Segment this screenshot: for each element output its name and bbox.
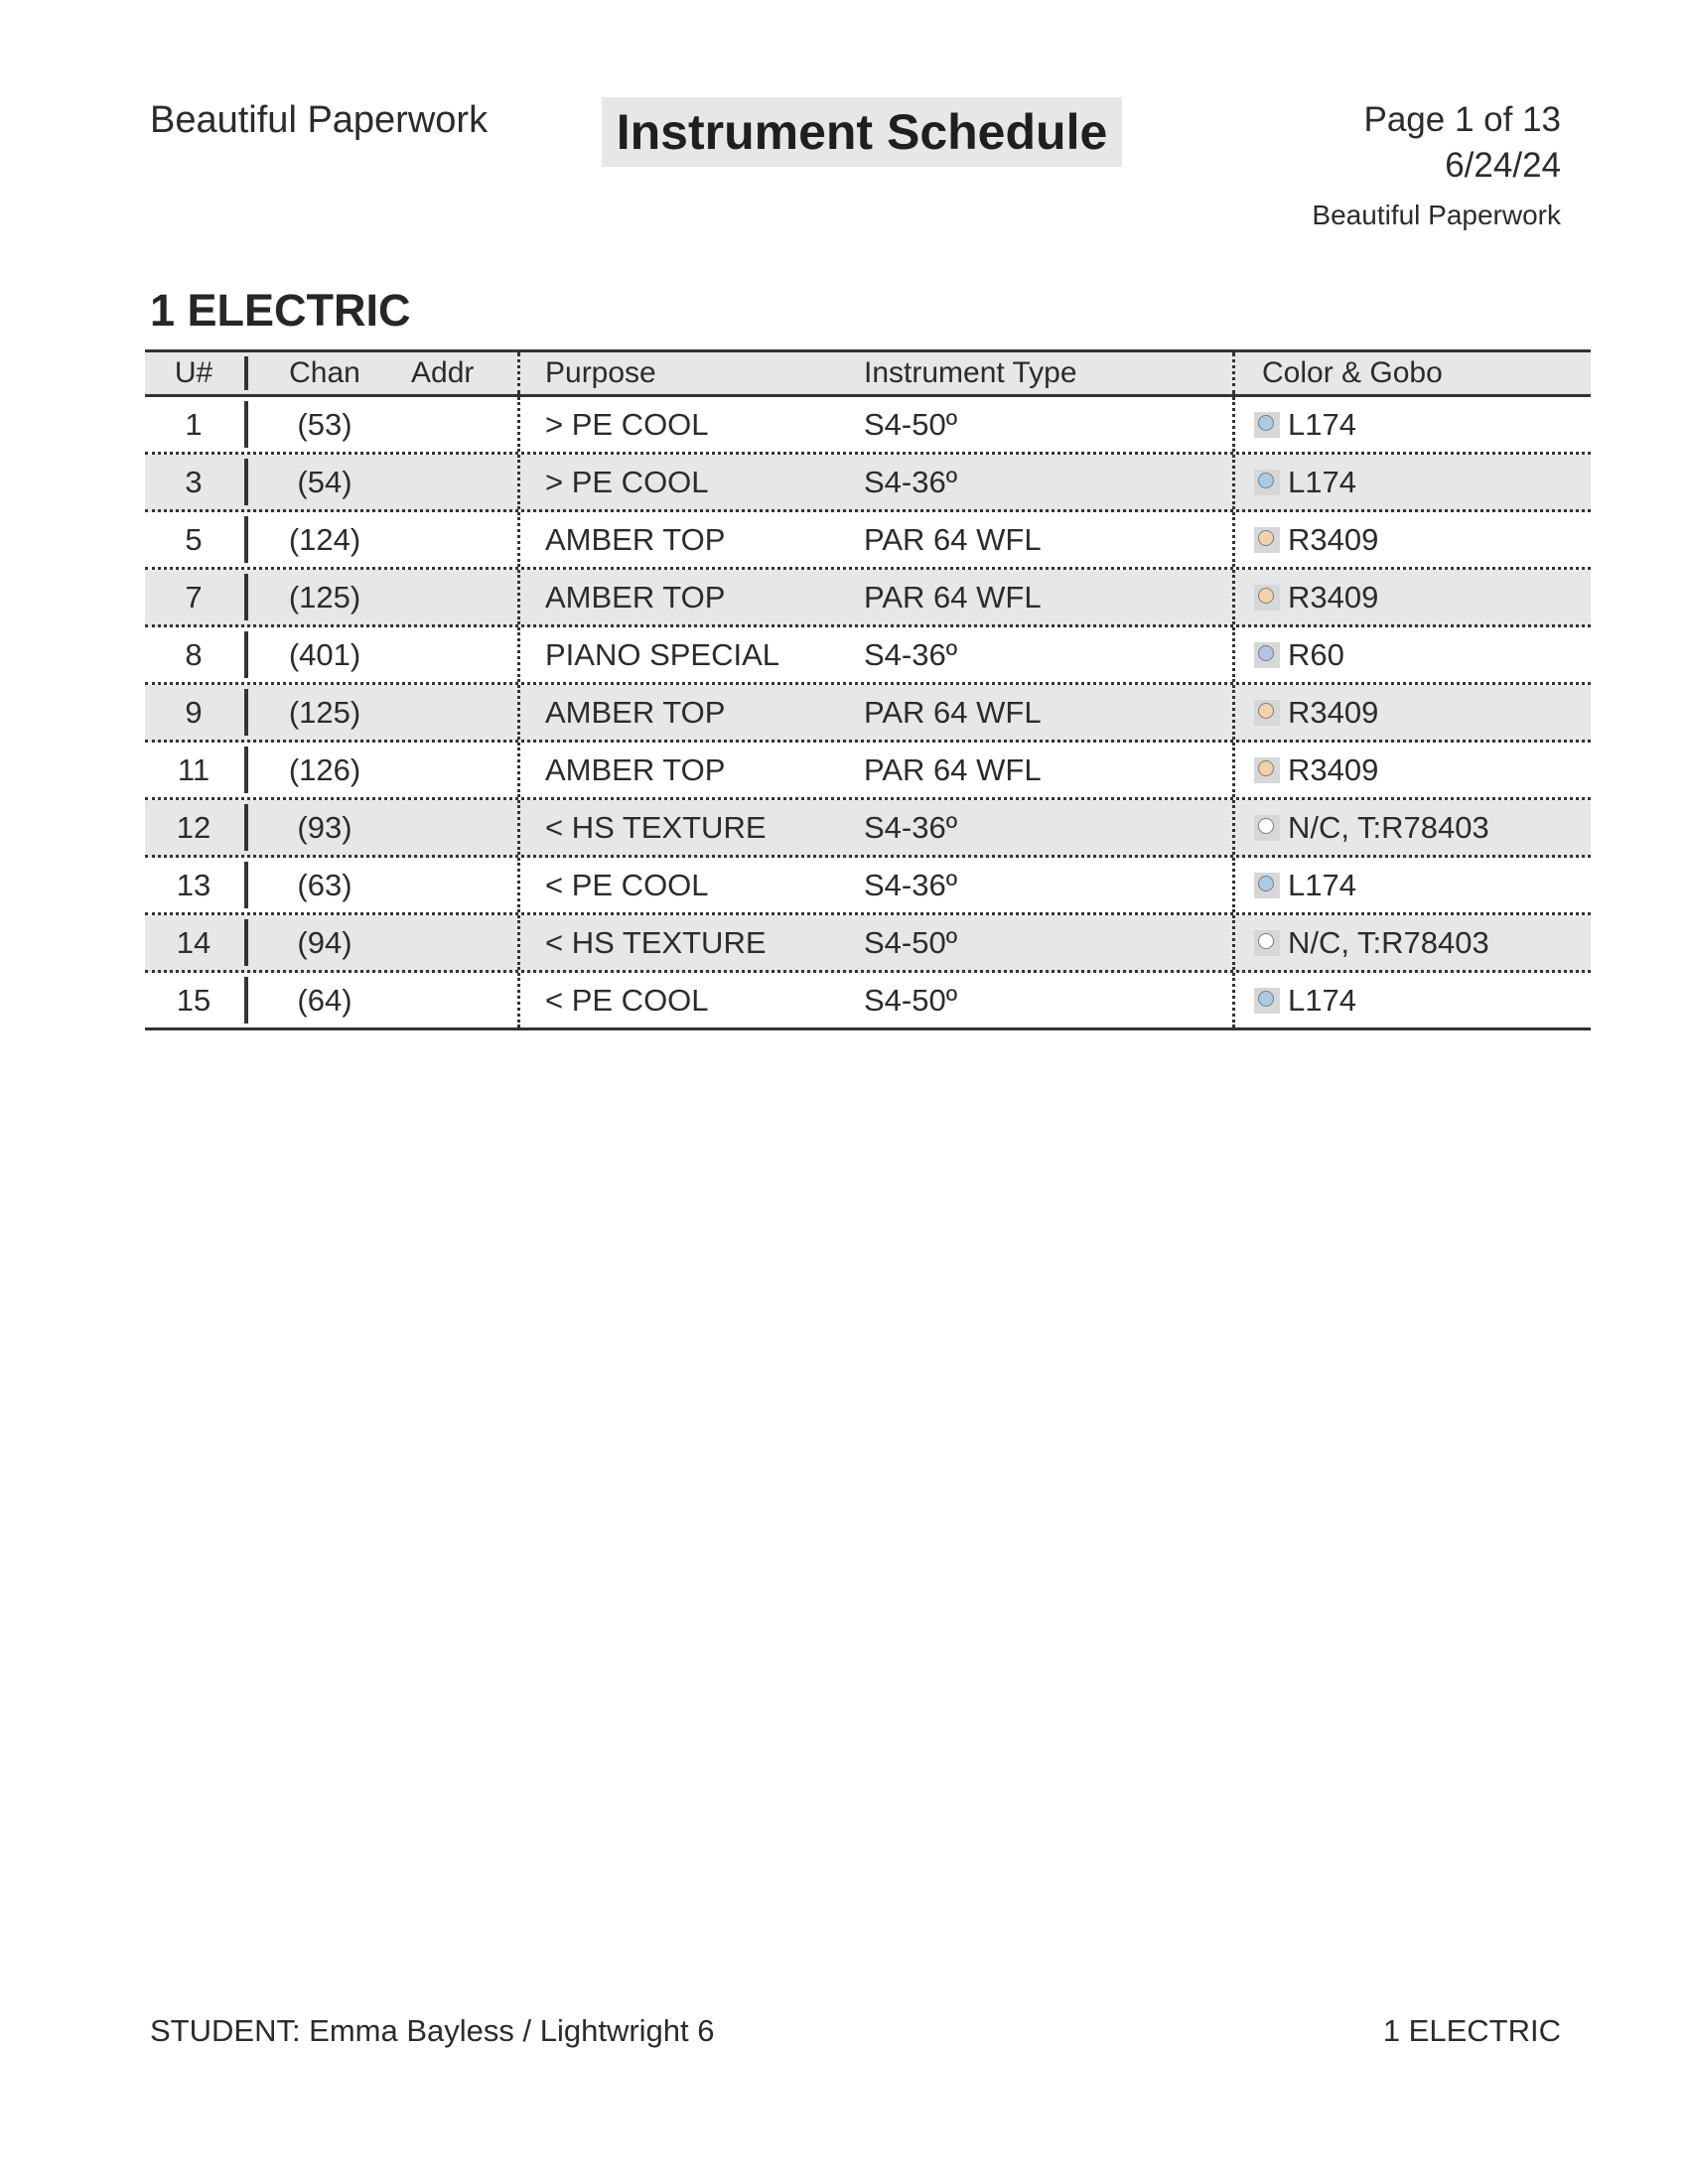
color-value: L174	[1288, 464, 1356, 499]
unit-number: 14	[176, 924, 211, 960]
column-divider	[1232, 570, 1235, 624]
unit-number: 8	[185, 636, 203, 672]
purpose: < PE COOL	[545, 867, 709, 902]
instrument-type: PAR 64 WFL	[864, 579, 1042, 614]
column-divider	[517, 800, 520, 855]
instrument-type: PAR 64 WFL	[864, 751, 1042, 787]
column-divider	[1232, 512, 1235, 567]
channel: (94)	[297, 924, 352, 960]
color-swatch-icon	[1254, 815, 1280, 841]
column-divider	[517, 352, 520, 394]
unit-number: 9	[185, 694, 203, 730]
table-row	[145, 455, 1591, 512]
channel: (53)	[297, 406, 352, 442]
column-divider	[1232, 397, 1235, 452]
color-gobo	[1254, 915, 1489, 970]
column-divider	[244, 747, 248, 793]
color-value: N/C, T:R78403	[1288, 809, 1489, 845]
instrument-type: S4-36º	[864, 867, 958, 902]
color-value: R3409	[1288, 694, 1379, 730]
color-swatch-icon	[1254, 930, 1280, 956]
purpose: < PE COOL	[545, 982, 709, 1018]
column-divider	[517, 627, 520, 682]
purpose: AMBER TOP	[545, 694, 726, 730]
channel: (401)	[288, 636, 361, 672]
column-divider	[244, 631, 248, 678]
column-divider	[517, 858, 520, 912]
color-swatch-icon	[1254, 873, 1280, 898]
column-divider	[517, 685, 520, 740]
table-row	[145, 800, 1591, 858]
header-type: Instrument Type	[864, 356, 1077, 389]
color-value: L174	[1288, 867, 1356, 902]
instrument-type: PAR 64 WFL	[864, 694, 1042, 730]
color-gobo	[1254, 973, 1356, 1027]
table-row	[145, 512, 1591, 570]
channel: (124)	[288, 521, 361, 557]
column-divider	[244, 919, 248, 966]
color-value: L174	[1288, 406, 1356, 442]
unit-number: 1	[185, 406, 203, 442]
purpose: < HS TEXTURE	[545, 809, 767, 845]
header-chan: Chan	[289, 356, 360, 389]
channel: (63)	[297, 867, 352, 902]
unit-number: 12	[176, 809, 211, 845]
column-divider	[244, 459, 248, 505]
unit-number: 5	[185, 521, 203, 557]
color-value: R3409	[1288, 579, 1379, 614]
channel: (93)	[297, 809, 352, 845]
channel: (54)	[297, 464, 352, 499]
column-divider	[517, 743, 520, 797]
footer-student: STUDENT: Emma Bayless / Lightwright 6	[150, 2013, 715, 2048]
instrument-type: S4-50º	[864, 924, 958, 960]
header-color: Color & Gobo	[1262, 356, 1443, 389]
column-divider	[1232, 743, 1235, 797]
instrument-type: PAR 64 WFL	[864, 521, 1042, 557]
color-swatch-icon	[1254, 642, 1280, 668]
unit-number: 3	[185, 464, 203, 499]
column-divider	[244, 804, 248, 851]
column-divider	[244, 356, 248, 390]
column-divider	[517, 973, 520, 1027]
column-divider	[244, 689, 248, 736]
column-divider	[1232, 455, 1235, 509]
purpose: < HS TEXTURE	[545, 924, 767, 960]
column-divider	[244, 574, 248, 620]
instrument-type: S4-50º	[864, 406, 958, 442]
color-swatch-icon	[1254, 757, 1280, 783]
instrument-type: S4-50º	[864, 982, 958, 1018]
color-value: L174	[1288, 982, 1356, 1018]
purpose: > PE COOL	[545, 464, 709, 499]
color-value: R3409	[1288, 751, 1379, 787]
company-name-right: Beautiful Paperwork	[1312, 200, 1561, 230]
header-unit: U#	[174, 356, 213, 389]
color-swatch-icon	[1254, 700, 1280, 726]
table-row	[145, 397, 1591, 455]
column-divider	[517, 455, 520, 509]
color-gobo	[1254, 512, 1378, 567]
color-gobo	[1254, 743, 1378, 797]
header-purpose: Purpose	[545, 356, 656, 389]
color-gobo	[1254, 685, 1378, 740]
table-header	[145, 349, 1591, 397]
purpose: PIANO SPECIAL	[545, 636, 780, 672]
report-date: 6/24/24	[1445, 146, 1561, 185]
table-row	[145, 685, 1591, 743]
color-gobo	[1254, 455, 1356, 509]
channel: (126)	[288, 751, 361, 787]
color-swatch-icon	[1254, 988, 1280, 1014]
color-gobo	[1254, 397, 1356, 452]
color-value: N/C, T:R78403	[1288, 924, 1489, 960]
column-divider	[244, 977, 248, 1024]
color-swatch-icon	[1254, 412, 1280, 438]
header-addr: Addr	[411, 356, 475, 389]
instrument-type: S4-36º	[864, 464, 958, 499]
column-divider	[244, 516, 248, 563]
table-body	[145, 397, 1591, 1030]
column-divider	[517, 512, 520, 567]
unit-number: 7	[185, 579, 203, 614]
column-divider	[1232, 858, 1235, 912]
footer-section: 1 ELECTRIC	[1382, 2013, 1561, 2048]
column-divider	[244, 401, 248, 448]
page-title: Instrument Schedule	[602, 97, 1122, 167]
column-divider	[1232, 915, 1235, 970]
color-value: R3409	[1288, 521, 1379, 557]
unit-number: 13	[176, 867, 211, 902]
color-value: R60	[1288, 636, 1344, 672]
column-divider	[1232, 352, 1235, 394]
unit-number: 11	[177, 751, 211, 787]
column-divider	[517, 570, 520, 624]
purpose: > PE COOL	[545, 406, 709, 442]
company-name: Beautiful Paperwork	[150, 99, 489, 141]
column-divider	[517, 915, 520, 970]
unit-number: 15	[176, 982, 211, 1018]
instrument-type: S4-36º	[864, 809, 958, 845]
color-gobo	[1254, 858, 1356, 912]
table-row	[145, 570, 1591, 627]
table-row	[145, 627, 1591, 685]
column-divider	[1232, 800, 1235, 855]
channel: (125)	[288, 694, 361, 730]
column-divider	[517, 397, 520, 452]
purpose: AMBER TOP	[545, 579, 726, 614]
table-row	[145, 973, 1591, 1030]
purpose: AMBER TOP	[545, 521, 726, 557]
color-swatch-icon	[1254, 585, 1280, 611]
color-gobo	[1254, 627, 1344, 682]
column-divider	[1232, 627, 1235, 682]
section-title: 1 ELECTRIC	[150, 285, 411, 336]
table-row	[145, 743, 1591, 800]
color-gobo	[1254, 800, 1489, 855]
instrument-type: S4-36º	[864, 636, 958, 672]
page-number: Page 1 of 13	[1363, 100, 1561, 139]
column-divider	[1232, 685, 1235, 740]
purpose: AMBER TOP	[545, 751, 726, 787]
header-meta	[1312, 97, 1561, 238]
color-gobo	[1254, 570, 1378, 624]
table-row	[145, 858, 1591, 915]
color-swatch-icon	[1254, 527, 1280, 553]
table-row	[145, 915, 1591, 973]
color-swatch-icon	[1254, 470, 1280, 495]
column-divider	[1232, 973, 1235, 1027]
column-divider	[244, 862, 248, 908]
channel: (64)	[297, 982, 352, 1018]
channel: (125)	[288, 579, 361, 614]
instrument-table	[145, 349, 1591, 1030]
